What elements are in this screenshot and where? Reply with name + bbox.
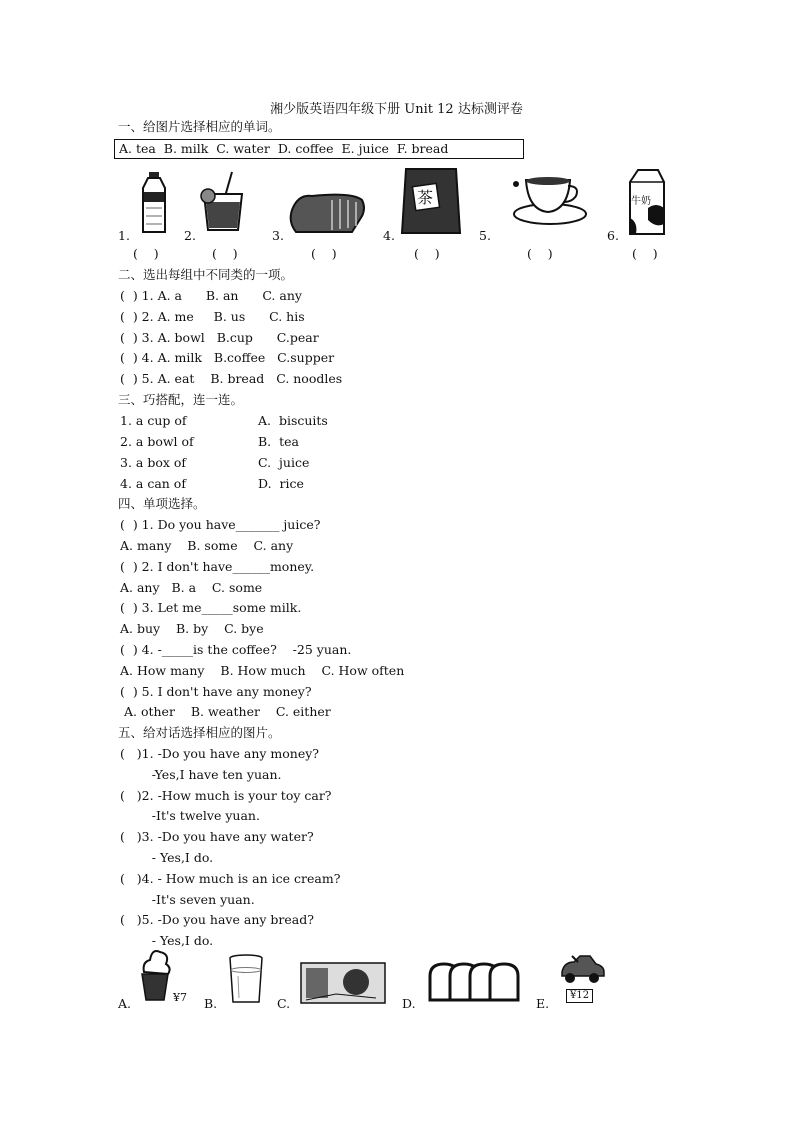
dialogue-line: ( )3. -Do you have any water? <box>120 829 314 844</box>
option-letter: E. <box>536 996 550 1011</box>
picture-number: 3. <box>272 228 284 243</box>
banknote-icon <box>300 962 386 1008</box>
match-left[interactable]: 2. a bowl of <box>120 434 194 449</box>
toy-car-icon <box>558 954 606 988</box>
section4-heading: 四、单项选择。 <box>118 496 206 511</box>
price-tag: ¥12 <box>566 989 593 1003</box>
dialogue-line: - Yes,I do. <box>120 850 214 865</box>
question-line: ( ) 3. Let me_____some milk. <box>120 600 302 615</box>
section2-heading: 二、选出每组中不同类的一项。 <box>118 267 294 282</box>
answer-blank[interactable]: ( ) <box>632 246 658 261</box>
question-line: ( ) 3. A. bowl B.cup C.pear <box>120 330 319 345</box>
picture-number: 1. <box>118 228 130 243</box>
match-right[interactable]: A. biscuits <box>258 413 328 428</box>
dialogue-line: -It's seven yuan. <box>120 892 255 907</box>
answer-blank[interactable]: ( ) <box>212 246 238 261</box>
options-line: A. any B. a C. some <box>120 580 263 595</box>
page-title: 湘少版英语四年级下册 Unit 12 达标测评卷 <box>270 102 523 117</box>
answer-blank[interactable]: ( ) <box>527 246 553 261</box>
options-line: A. buy B. by C. bye <box>120 621 264 636</box>
milk-carton-icon <box>626 168 666 240</box>
dialogue-line: ( )2. -How much is your toy car? <box>120 788 332 803</box>
word-bank: A. tea B. milk C. water D. coffee E. juice F. bread <box>114 139 524 159</box>
match-right[interactable]: C. juice <box>258 455 310 470</box>
dialogue-line: ( )5. -Do you have any bread? <box>120 912 314 927</box>
price-label: ¥7 <box>173 991 187 1004</box>
answer-blank[interactable]: ( ) <box>133 246 159 261</box>
question-line: ( ) 5. A. eat B. bread C. noodles <box>120 371 343 386</box>
match-left[interactable]: 1. a cup of <box>120 413 187 428</box>
option-letter: D. <box>402 996 416 1011</box>
juice-glass-icon <box>198 172 248 236</box>
match-right[interactable]: D. rice <box>258 476 304 491</box>
dialogue-line: -It's twelve yuan. <box>120 808 260 823</box>
ice-cream-icon <box>138 948 172 1006</box>
question-line: ( ) 1. A. a B. an C. any <box>120 288 302 303</box>
question-line: ( ) 4. A. milk B.coffee C.supper <box>120 350 335 365</box>
question-line: ( ) 1. Do you have_______ juice? <box>120 517 321 532</box>
answer-blank[interactable]: ( ) <box>311 246 337 261</box>
dialogue-line: ( )4. - How much is an ice cream? <box>120 871 341 886</box>
tea-label: 茶 <box>417 188 434 207</box>
options-line: A. other B. weather C. either <box>120 704 331 719</box>
bread-slices-icon <box>426 962 520 1008</box>
options-line: A. many B. some C. any <box>120 538 294 553</box>
question-line: ( ) 4. -_____is the coffee? -25 yuan. <box>120 642 352 657</box>
option-letter: B. <box>204 996 218 1011</box>
dialogue-line: -Yes,I have ten yuan. <box>120 767 282 782</box>
option-letter: A. <box>118 996 132 1011</box>
picture-number: 5. <box>479 228 491 243</box>
dialogue-line: ( )1. -Do you have any money? <box>120 746 319 761</box>
match-left[interactable]: 4. a can of <box>120 476 186 491</box>
milk-label: 牛奶 <box>631 196 651 207</box>
answer-blank[interactable]: ( ) <box>414 246 440 261</box>
picture-number: 2. <box>184 228 196 243</box>
dialogue-line: - Yes,I do. <box>120 933 214 948</box>
picture-number: 6. <box>607 228 619 243</box>
coffee-cup-icon <box>512 172 590 232</box>
option-letter: C. <box>277 996 291 1011</box>
section3-heading: 三、巧搭配，连一连。 <box>118 392 244 407</box>
tea-bag-icon <box>400 165 464 239</box>
bread-loaf-icon <box>288 190 366 238</box>
match-left[interactable]: 3. a box of <box>120 455 187 470</box>
question-line: ( ) 5. I don't have any money? <box>120 684 312 699</box>
water-glass-icon <box>228 954 264 1010</box>
water-bottle-icon <box>140 172 168 238</box>
section5-heading: 五、给对话选择相应的图片。 <box>118 725 281 740</box>
options-line: A. How many B. How much C. How often <box>120 663 405 678</box>
question-line: ( ) 2. I don't have______money. <box>120 559 315 574</box>
picture-number: 4. <box>383 228 395 243</box>
match-right[interactable]: B. tea <box>258 434 299 449</box>
section1-heading: 一、给图片选择相应的单词。 <box>118 119 281 134</box>
question-line: ( ) 2. A. me B. us C. his <box>120 309 305 324</box>
